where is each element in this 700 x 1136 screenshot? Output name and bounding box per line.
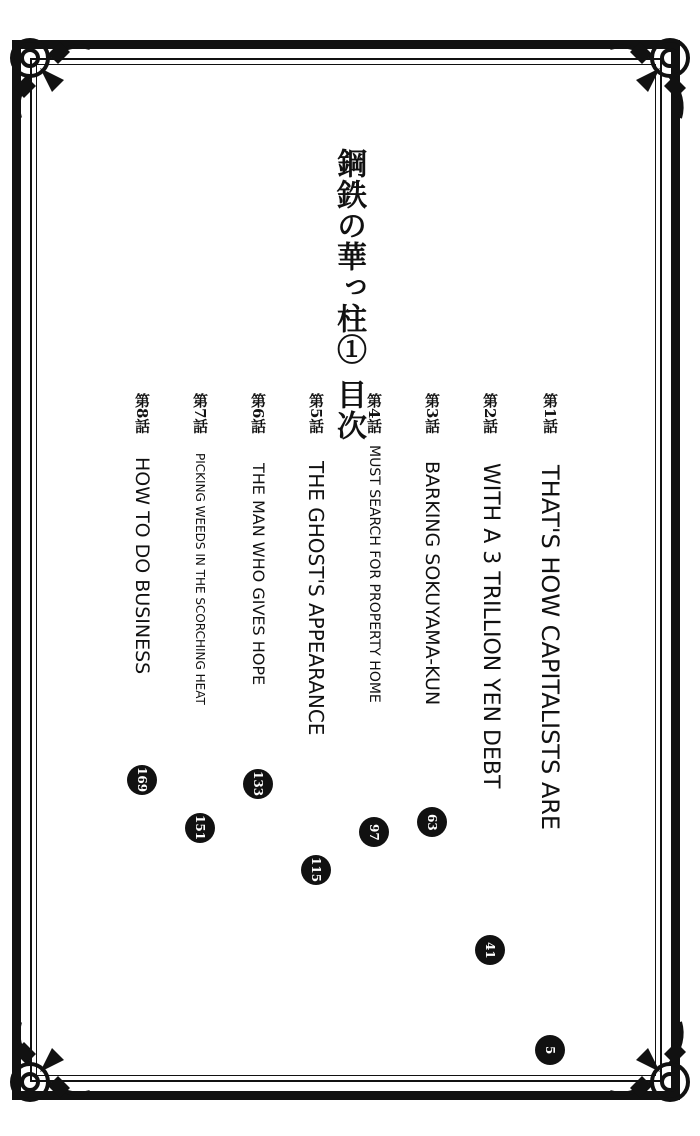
ornament-corner-icon [0,28,96,124]
page-number-badge: 151 [185,813,215,843]
chapter-title: THE GHOST'S APPEARANCE [304,461,328,736]
toc-entry-chapter-5[interactable] [292,393,340,888]
page-number-badge: 97 [359,817,389,847]
chapter-title: BARKING SOKUYAMA-KUN [421,461,443,706]
chapter-title: THAT'S HOW CAPITALISTS ARE [536,465,564,831]
toc-entry-chapter-3[interactable] [408,393,456,853]
chapter-title: HOW TO DO BUSINESS [131,457,153,675]
chapter-number: 第8話 [133,393,151,434]
page-number-badge: 41 [475,935,505,965]
page-number-badge: 63 [417,807,447,837]
chapter-number: 第6話 [249,393,267,434]
ornament-corner-icon [604,1016,700,1112]
chapter-number: 第4話 [365,393,383,434]
toc-entry-chapter-2[interactable] [466,393,514,983]
book-title-contents-label: 目次 [331,379,366,441]
page-number-badge: 115 [301,855,331,885]
toc-entry-chapter-1[interactable] [526,393,574,1073]
ornament-corner-icon [0,1016,96,1112]
chapter-title: THE MAN WHO GIVES HOPE [249,463,268,686]
chapter-number: 第2話 [481,393,499,434]
toc-entry-chapter-6[interactable] [234,393,282,803]
toc-entry-chapter-4[interactable] [350,393,398,858]
chapter-number: 第3話 [423,393,441,434]
chapter-number: 第7話 [191,393,209,434]
chapter-number: 第1話 [541,393,559,434]
page-number-badge: 169 [127,765,157,795]
toc-entry-chapter-7[interactable] [176,393,224,848]
chapter-title: MUST SEARCH FOR PROPERTY HOME [366,445,382,703]
page-number-badge: 133 [243,769,273,799]
chapter-title: WITH A 3 TRILLION YEN DEBT [478,463,503,789]
chapter-title: PICKING WEEDS IN THE SCORCHING HEAT [193,453,207,705]
page-number-badge: 5 [535,1035,565,1065]
chapter-number: 第5話 [307,393,325,434]
book-title-main: 鋼鉄の華っ柱① [331,148,366,365]
ornament-corner-icon [604,28,700,124]
toc-entry-chapter-8[interactable] [118,393,166,793]
